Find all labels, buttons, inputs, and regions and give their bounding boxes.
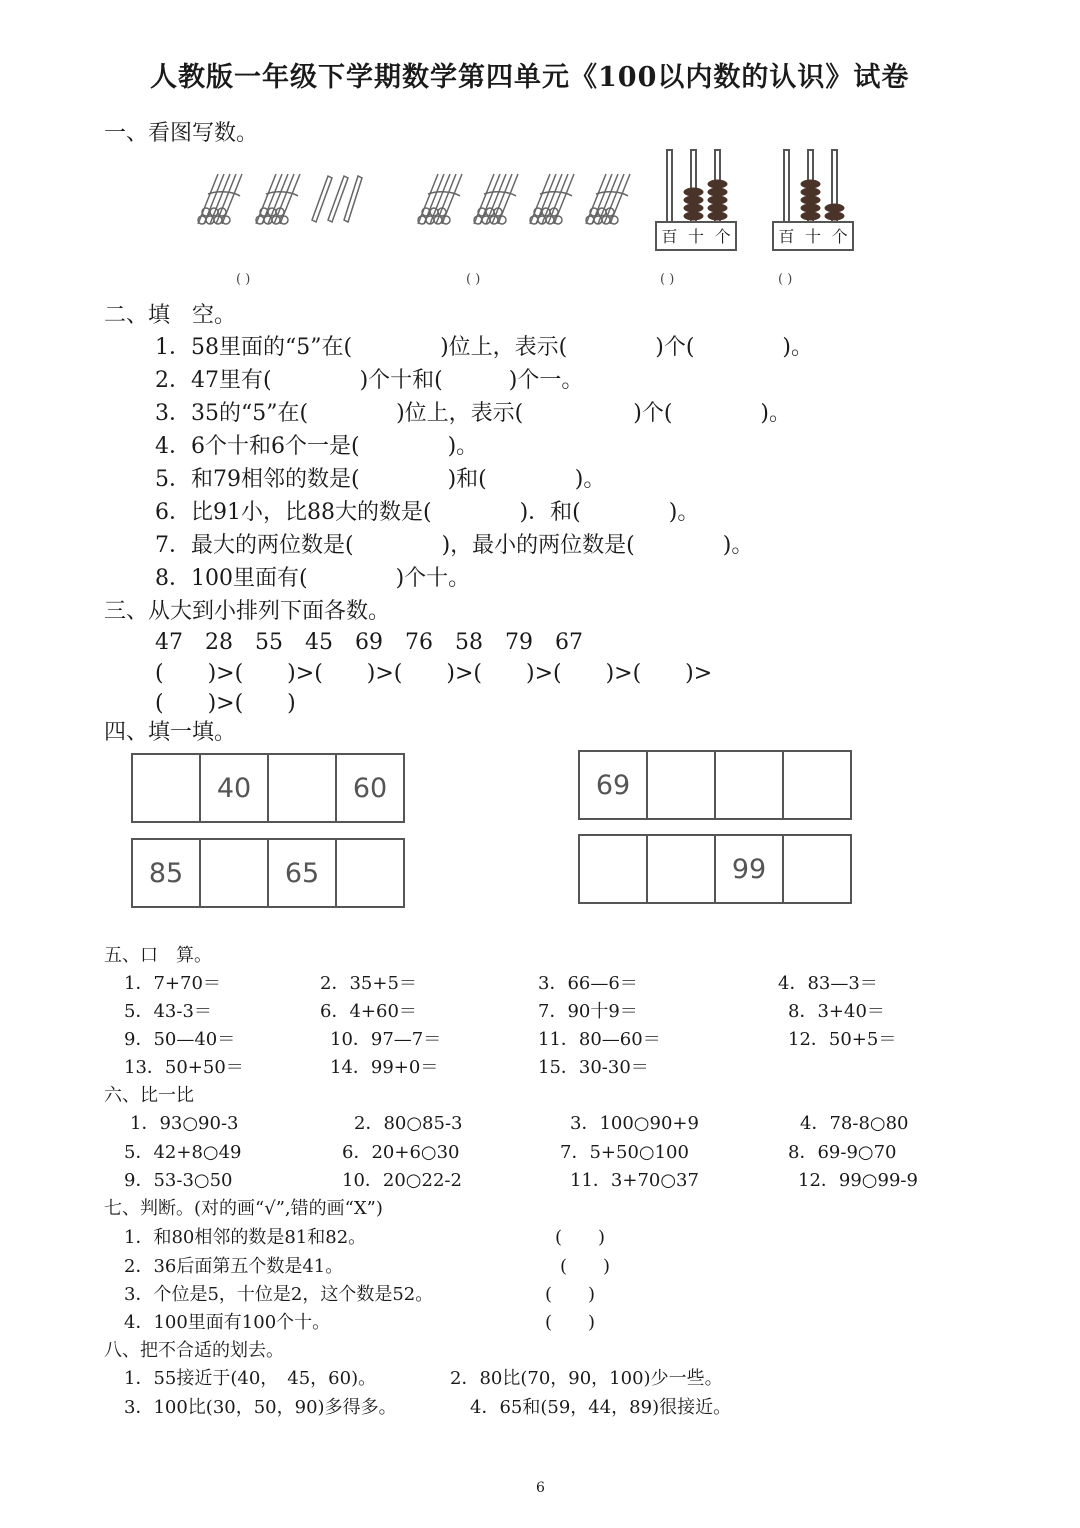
- compare-item: 6．20+6○30: [342, 1142, 460, 1163]
- abacus-1: [655, 148, 737, 252]
- strike-item: 1．55接近于(40， 45，60)。: [124, 1368, 377, 1389]
- answer-blank[interactable]: ( ): [778, 272, 793, 287]
- grid-cell: 40: [201, 755, 269, 821]
- grid-cell[interactable]: [648, 752, 716, 818]
- abacus-label-hundreds: 百: [661, 227, 678, 246]
- bundle-icon: [198, 174, 242, 224]
- section6-heading: 六、比一比: [104, 1085, 194, 1106]
- grid-cell[interactable]: [269, 755, 337, 821]
- judge-blank[interactable]: ( ): [560, 1256, 611, 1277]
- answer-blank[interactable]: ( ): [660, 272, 675, 287]
- judge-item: 2．36后面第五个数是41。: [124, 1256, 344, 1277]
- compare-item: 9．53-3○50: [124, 1170, 233, 1191]
- calc-item: 8．3+40＝: [788, 1001, 885, 1022]
- section2-heading: 二、填 空。: [104, 303, 237, 328]
- compare-item: 7．5+50○100: [560, 1142, 689, 1163]
- answer-blank[interactable]: ( ): [236, 272, 251, 287]
- judge-blank[interactable]: ( ): [555, 1227, 606, 1248]
- stick-bundles-figure-1: [190, 162, 370, 242]
- fill-item: 2．47里有( )个十和( )个一。: [155, 368, 584, 393]
- bundle-icon: [256, 174, 300, 224]
- compare-item: 2．80○85-3: [354, 1113, 463, 1134]
- grid-cell: 99: [716, 836, 784, 902]
- fill-item: 8．100里面有( )个十。: [155, 566, 471, 591]
- section4-heading: 四、填一填。: [104, 720, 237, 745]
- calc-item: 4．83—3＝: [778, 973, 878, 994]
- compare-item: 12．99○99-9: [798, 1170, 918, 1191]
- bundle-icon: [586, 174, 630, 224]
- grid-cell[interactable]: [784, 752, 850, 818]
- calc-item: 11．80—60＝: [538, 1029, 661, 1050]
- stick-bundles-figure-2: [410, 162, 640, 242]
- compare-item: 3．100○90+9: [570, 1113, 699, 1134]
- strike-item: 3．100比(30，50，90)多得多。: [124, 1397, 397, 1418]
- judge-item: 1．和80相邻的数是81和82。: [124, 1227, 367, 1248]
- bundle-icon: [474, 174, 518, 224]
- number-grid-2: [578, 750, 852, 820]
- grid-cell: 85: [133, 840, 201, 906]
- calc-item: 9．50—40＝: [124, 1029, 236, 1050]
- bundle-icon: [530, 174, 574, 224]
- calc-item: 14．99+0＝: [330, 1057, 439, 1078]
- grid-cell[interactable]: [201, 840, 269, 906]
- bundle-icon: [418, 174, 462, 224]
- section7-heading: 七、判断。(对的画“√”,错的画“X”): [104, 1198, 383, 1219]
- calc-item: 13．50+50＝: [124, 1057, 244, 1078]
- judge-item: 3．个位是5，十位是2，这个数是52。: [124, 1284, 434, 1305]
- calc-item: 7．90十9＝: [538, 1001, 638, 1022]
- judge-blank[interactable]: ( ): [545, 1312, 596, 1333]
- number-grid-3: [131, 838, 405, 908]
- fill-item: 6．比91小，比88大的数是( )．和( )。: [155, 500, 700, 525]
- grid-cell: 69: [580, 752, 648, 818]
- strike-item: 4．65和(59，44，89)很接近。: [470, 1397, 732, 1418]
- fill-item: 5．和79相邻的数是( )和( )。: [155, 467, 606, 492]
- calc-item: 1．7+70＝: [124, 973, 221, 994]
- compare-item: 4．78-8○80: [800, 1113, 909, 1134]
- abacus-label-hundreds: 百: [778, 227, 795, 246]
- grid-cell[interactable]: [716, 752, 784, 818]
- abacus-label-ones: 个: [714, 227, 731, 246]
- number-grid-1: [131, 753, 405, 823]
- abacus-label-ones: 个: [831, 227, 848, 246]
- compare-item: 10．20○22-2: [342, 1170, 462, 1191]
- calc-item: 3．66—6＝: [538, 973, 638, 994]
- strike-item: 2．80比(70，90，100)少一些。: [450, 1368, 723, 1389]
- ordering-blanks-line-1[interactable]: ( )>( )>( )>( )>( )>( )>( )>: [155, 661, 713, 686]
- section3-heading: 三、从大到小排列下面各数。: [104, 599, 391, 624]
- compare-item: 1．93○90-3: [130, 1113, 239, 1134]
- compare-item: 5．42+8○49: [124, 1142, 242, 1163]
- page-title: 人教版一年级下学期数学第四单元《100以内数的认识》试卷: [150, 62, 910, 93]
- page-number: 6: [536, 1480, 545, 1496]
- calc-item: 15．30-30＝: [538, 1057, 649, 1078]
- calc-item: 6．4+60＝: [320, 1001, 417, 1022]
- ordering-blanks-line-2[interactable]: ( )>( ): [155, 691, 296, 716]
- section1-heading: 一、看图写数。: [104, 121, 259, 146]
- fill-item: 1．58里面的“5”在( )位上，表示( )个( )。: [155, 335, 813, 360]
- grid-cell[interactable]: [648, 836, 716, 902]
- calc-item: 10．97—7＝: [330, 1029, 442, 1050]
- grid-cell[interactable]: [337, 840, 403, 906]
- grid-cell[interactable]: [580, 836, 648, 902]
- fill-item: 4．6个十和6个一是( )。: [155, 434, 479, 459]
- section5-heading: 五、口 算。: [104, 945, 212, 966]
- grid-cell[interactable]: [133, 755, 201, 821]
- calc-item: 2．35+5＝: [320, 973, 417, 994]
- grid-cell[interactable]: [784, 836, 850, 902]
- calc-item: 12．50+5＝: [788, 1029, 897, 1050]
- section8-heading: 八、把不合适的划去。: [104, 1340, 284, 1361]
- judge-item: 4．100里面有100个十。: [124, 1312, 331, 1333]
- judge-blank[interactable]: ( ): [545, 1284, 596, 1305]
- calc-item: 5．43-3＝: [124, 1001, 212, 1022]
- abacus-2: [772, 148, 854, 252]
- grid-cell: 60: [352, 772, 388, 804]
- compare-item: 11．3+70○37: [570, 1170, 699, 1191]
- abacus-label-tens: 十: [804, 227, 821, 246]
- abacus-label-tens: 十: [687, 227, 704, 246]
- answer-blank[interactable]: ( ): [466, 272, 481, 287]
- number-grid-4: [578, 834, 852, 904]
- grid-cell: 65: [269, 840, 337, 906]
- fill-item: 3．35的“5”在( )位上，表示( )个( )。: [155, 401, 791, 426]
- fill-item: 7．最大的两位数是( )，最小的两位数是( )。: [155, 533, 754, 558]
- compare-item: 8．69-9○70: [788, 1142, 897, 1163]
- number-sequence: 47 28 55 45 69 76 58 79 67: [155, 630, 583, 655]
